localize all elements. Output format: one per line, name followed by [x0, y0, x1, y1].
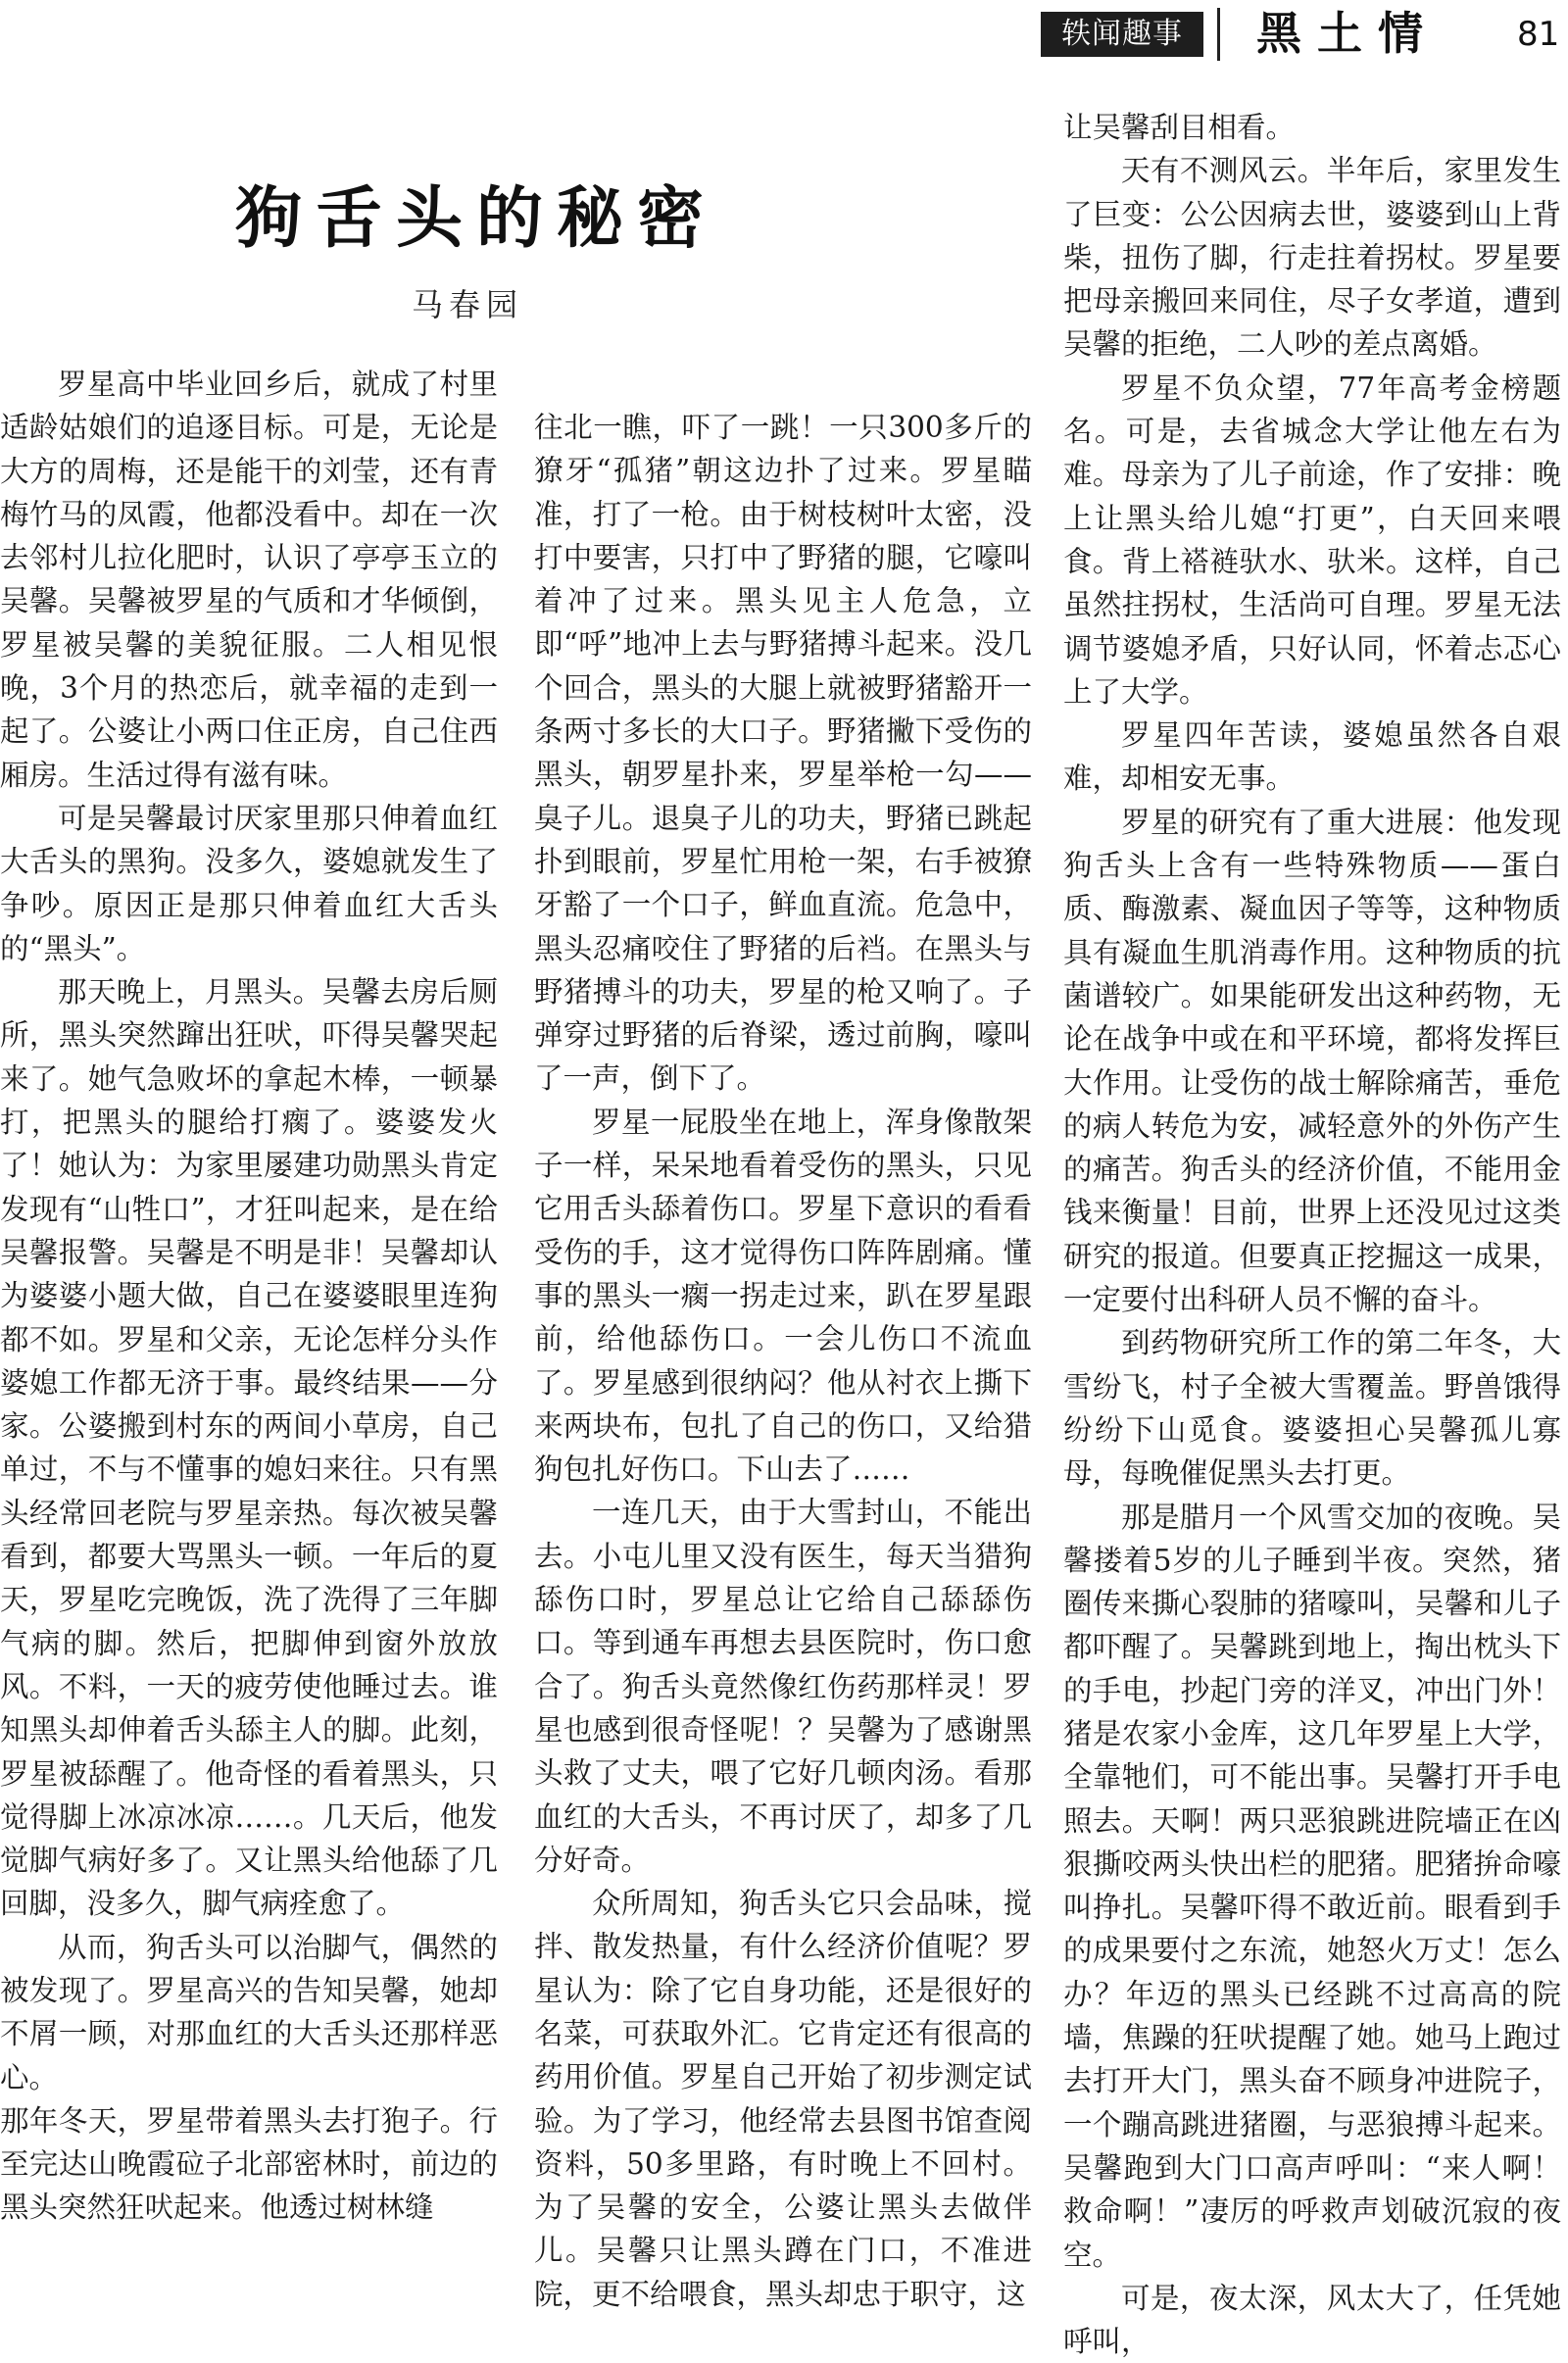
paragraph: 罗星不负众望，77年高考金榜题名。可是，去省城念大学让他左右为难。母亲为了儿子前途，作了安排：晚上让黑头给儿媳“打更”，白天回来喂食。背上褡裢驮水、驮米。这样，自己虽然拄拐杖，生活尚可自理。罗星无法调节婆媳矛盾，只好认同，怀着忐忑心上了大学。 [1063, 370, 1561, 709]
paragraph: 一连几天，由于大雪封山，不能出去。小屯儿里又没有医生，每天当猎狗舔伤口时，罗星总让它给自己舔舔伤口。等到通车再想去县医院时，伤口愈合了。狗舌头竟然像红伤药那样灵！罗星也感到很奇怪呢！？吴馨为了感谢黑头救了丈夫，喂了它好几顿肉汤。看那血红的大舌头，不再讨厌了，却多了几分好奇。 [534, 1496, 1032, 1877]
paragraph: 从而，狗舌头可以治脚气，偶然的被发现了。罗星高兴的告知吴馨，她却不屑一顾，对那血红的大舌头还那样恶心。 [0, 1930, 498, 2094]
section-tag: 轶闻趣事 [1041, 12, 1203, 57]
paragraph: 天有不测风云。半年后，家里发生了巨变：公公因病去世，婆婆到山上背柴，扭伤了脚，行走拄着拐杖。罗星要把母亲搬回来同住，尽子女孝道，遭到吴馨的拒绝，二人吵的差点离婚。 [1063, 154, 1561, 362]
paragraph: 那天晚上，月黑头。吴馨去房后厕所，黑头突然蹿出狂吠，吓得吴馨哭起来了。她气急败坏的拿起木棒，一顿暴打，把黑头的腿给打瘸了。婆婆发火了！她认为：为家里屡建功勋黑头肯定发现有“山牲口”，才狂叫起来，是在给吴馨报警。吴馨是不明是非！吴馨却认为婆婆小题大做，自己在婆婆眼里连狗都不如。罗星和父亲，无论怎样分头作婆媳工作都无济于事。最终结果——分家。公婆搬到村东的两间小草房，自己单过，不与不懂事的媳妇来往。只有黑头经常回老院与罗星亲热。每次被吴馨看到，都要大骂黑头一顿。一年后的夏天，罗星吃完晚饭，洗了洗得了三年脚气病的脚。然后，把脚伸到窗外放放风。不料，一天的疲劳使他睡过去。谁知黑头却伸着舌头舔主人的脚。此刻，罗星被舔醒了。他奇怪的看着黑头，只觉得脚上冰凉冰凉……。几天后，他发觉脚气病好多了。又让黑头给他舔了几回脚，没多久，脚气病痊愈了。 [0, 975, 498, 1921]
paragraph: 罗星的研究有了重大进展：他发现狗舌头上含有一些特殊物质——蛋白质、酶激素、凝血因子等等，这种物质具有凝血生肌消毒作用。这种物质的抗菌谱较广。如果能研发出这种药物，无论在战争中或在和平环境，都将发挥巨大作用。让受伤的战士解除痛苦，垂危的病人转危为安，减轻意外的外伤产生的痛苦。狗舌头的经济价值，不能用金钱来衡量！目前，世界上还没见过这类研究的报道。但要真正挖掘这一成果，一定要付出科研人员不懈的奋斗。 [1063, 805, 1561, 1317]
text-column-3 [1063, 106, 1561, 2363]
page-number: 81 [1517, 15, 1560, 54]
text-column-2 [534, 406, 1032, 2316]
paragraph: 罗星一屁股坐在地上，浑身像散架子一样，呆呆地看着受伤的黑头，只见它用舌头舔着伤口。罗星下意识的看看受伤的手，这才觉得伤口阵阵剧痛。懂事的黑头一瘸一拐走过来，趴在罗星跟前，给他舔伤口。一会儿伤口不流血了。罗星感到很纳闷？他从衬衣上撕下来两块布，包扎了自己的伤口，又给猎狗包扎好伤口。下山去了…… [534, 1105, 1032, 1487]
page-header [0, 0, 1568, 69]
magazine-name: 黑土情 [1256, 7, 1439, 60]
paragraph: 那是腊月一个风雪交加的夜晚。吴馨搂着5岁的儿子睡到半夜。突然，猪圈传来撕心裂肺的猪嚎叫，吴馨和儿子都吓醒了。吴馨跳到地上，掏出枕头下的手电，抄起门旁的洋叉，冲出门外！猪是农家小金库，这几年罗星上大学，全靠牠们，可不能出事。吴馨打开手电照去。天啊！两只恶狼跳进院墙正在凶狠撕咬两头快出栏的肥猪。肥猪拚命嚎叫挣扎。吴馨吓得不敢近前。眼看到手的成果要付之东流，她怒火万丈！怎么办？年迈的黑头已经跳不过高高的院墙，焦躁的狂吠提醒了她。她马上跑过去打开大门，黑头奋不顾身冲进院子，一个蹦高跳进猪圈，与恶狼搏斗起来。吴馨跑到大门口高声呼叫：“来人啊！救命啊！”凄厉的呼救声划破沉寂的夜空。 [1063, 1500, 1561, 2272]
paragraph: 让吴馨刮目相看。 [1063, 111, 1296, 144]
paragraph: 可是吴馨最讨厌家里那只伸着血红大舌头的黑狗。没多久，婆媳就发生了争吵。原因正是那只伸着血红大舌头的“黑头”。 [0, 801, 498, 965]
article-author: 马春园 [412, 286, 524, 323]
header-divider [1217, 8, 1220, 61]
paragraph: 罗星高中毕业回乡后，就成了村里适龄姑娘们的追逐目标。可是，无论是大方的周梅，还是能干的刘莹，还有青梅竹马的凤霞，他都没看中。却在一次去邻村儿拉化肥时，认识了亭亭玉立的吴馨。吴馨被罗星的气质和才华倾倒，罗星被吴馨的美貌征服。二人相见恨晚，3个月的热恋后，就幸福的走到一起了。公婆让小两口住正房，自己住西厢房。生活过得有滋有味。 [0, 368, 498, 792]
paragraph: 罗星四年苦读，婆媳虽然各自艰难，却相安无事。 [1063, 718, 1561, 796]
paragraph: 往北一瞧，吓了一跳！一只300多斤的獠牙“孤猪”朝这边扑了过来。罗星瞄准，打了一枪。由于树枝树叶太密，没打中要害，只打中了野猪的腿，它嚎叫着冲了过来。黑头见主人危急，立即“呼”地冲上去与野猪搏斗起来。没几个回合，黑头的大腿上就被野猪豁开一条两寸多长的大口子。野猪撇下受伤的黑头，朝罗星扑来，罗星举枪一勾——臭子儿。退臭子儿的功夫，野猪已跳起扑到眼前，罗星忙用枪一架，右手被獠牙豁了一个口子，鲜血直流。危急中，黑头忍痛咬住了野猪的后裆。在黑头与野猪搏斗的功夫，罗星的枪又响了。子弹穿过野猪的后脊梁，透过前胸，嚎叫了一声，倒下了。 [534, 411, 1032, 1096]
article-title: 狗舌头的秘密 [235, 179, 718, 258]
paragraph: 到药物研究所工作的第二年冬，大雪纷飞，村子全被大雪覆盖。野兽饿得纷纷下山觅食。婆婆担心吴馨孤儿寡母，每晚催促黑头去打更。 [1063, 1326, 1561, 1491]
paragraph: 可是，夜太深，风太大了，任凭她呼叫， [1063, 2281, 1561, 2359]
paragraph: 众所周知，狗舌头它只会品味，搅拌、散发热量，有什么经济价值呢？罗星认为：除了它自身功能，还是很好的名菜，可获取外汇。它肯定还有很高的药用价值。罗星自己开始了初步测定试验。为了学习，他经常去县图书馆查阅资料，50多里路，有时晚上不回村。为了吴馨的安全，公婆让黑头去做伴儿。吴馨只让黑头蹲在门口，不准进院，更不给喂食，黑头却忠于职守，这 [534, 1887, 1032, 2311]
paragraph: 那年冬天，罗星带着黑头去打狍子。行至完达山晚霞砬子北部密林时，前边的黑头突然狂吠起来。他透过树林缝 [0, 2103, 498, 2225]
text-column-1 [0, 363, 498, 2230]
